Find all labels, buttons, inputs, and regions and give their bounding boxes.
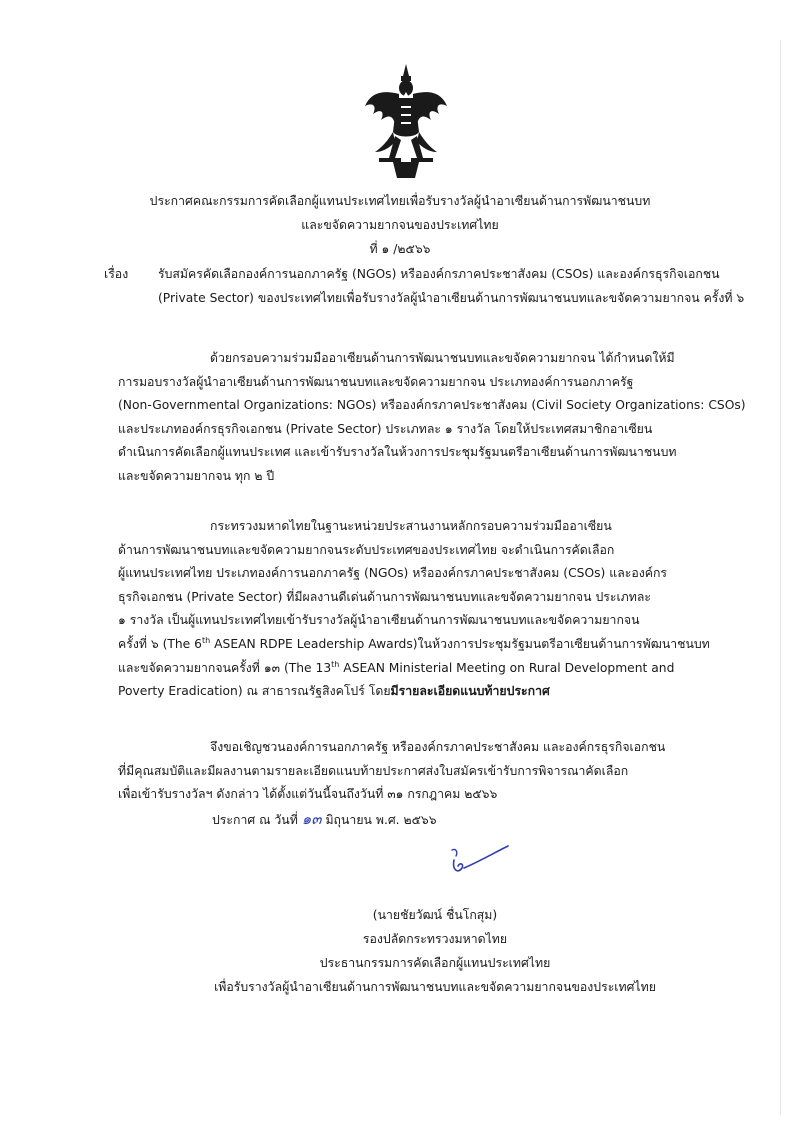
bold-text: มีรายละเอียดแนบท้ายประกาศ — [390, 684, 550, 699]
paragraph-3-line: ที่มีคุณสมบัติและมีผลงานตามรายละเอียดแนบท้ายประกาศส่งใบสมัครเข้ารับการพิจารณาคัดเลือก — [118, 763, 629, 778]
date-prefix: ประกาศ ณ วันที่ — [212, 813, 298, 827]
paragraph-2-line — [118, 680, 736, 704]
paragraph-3-line: จึงขอเชิญชวนองค์การนอกภาครัฐ หรือองค์กรภาคประชาสังคม และองค์กรธุรกิจเอกชน — [210, 740, 666, 754]
paragraph-1-line: (Non-Governmental Organizations: NGOs) หรือองค์กรภาคประชาสังคม (Civil Society Organizations: CSOs) — [118, 398, 746, 413]
text-fragment: และขจัดความยากจนครั้งที่ ๑๓ (The 13 — [118, 660, 332, 675]
announcement-title-line2: และขจัดความยากจนของประเทศไทย — [301, 218, 499, 232]
paragraph-1-line: การมอบรางวัลผู้นำอาเซียนด้านการพัฒนาชนบทและขจัดความยากจน ประเภทองค์การนอกภาครัฐ — [118, 374, 634, 389]
date-suffix: มิถุนายน พ.ศ. ๒๕๖๖ — [325, 813, 437, 827]
paragraph-1 — [118, 347, 746, 489]
paragraph-2-line — [118, 657, 736, 681]
signatory-name: (นายชัยวัฒน์ ชื่นโกสุม) — [372, 908, 498, 922]
paragraph-3-line: เพื่อเข้ารับรางวัลฯ ดังกล่าว ได้ตั้งแต่วันนี้จนถึงวันที่ ๓๑ กรกฎาคม ๒๕๖๖ — [118, 787, 498, 802]
announcement-number: ที่ ๑ /๒๕๖๖ — [369, 242, 431, 256]
paragraph-2-line: ๑ รางวัล เป็นผู้แทนประเทศไทยเข้ารับรางวัลผู้นำอาเซียนด้านการพัฒนาชนบทและขจัดความยากจน — [118, 613, 640, 628]
handwritten-day: ๑๓ — [301, 810, 322, 828]
subject-label: เรื่อง — [104, 267, 129, 281]
subject-text-line1: รับสมัครคัดเลือกองค์การนอกภาครัฐ (NGOs) หรือองค์กรภาคประชาสังคม (CSOs) และองค์กรธุรกิจเอกชน — [158, 267, 720, 281]
subject-text-line2: (Private Sector) ของประเทศไทยเพื่อรับรางวัลผู้นำอาเซียนด้านการพัฒนาชนบทและขจัดความยากจน ครั้งที่ ๖ — [158, 291, 745, 305]
signatory-position3: เพื่อรับรางวัลผู้นำอาเซียนด้านการพัฒนาชนบทและขจัดความยากจนของประเทศไทย — [214, 980, 656, 994]
signatory-position1: รองปลัดกระทรวงมหาดไทย — [362, 932, 508, 946]
text-fragment: ครั้งที่ ๖ (The 6 — [118, 636, 202, 651]
superscript: th — [201, 635, 211, 645]
subject-line1 — [104, 263, 720, 286]
paragraph-2 — [118, 515, 736, 704]
paragraph-2-line — [118, 633, 736, 657]
paragraph-1-line: และขจัดความยากจน ทุก ๒ ปี — [118, 468, 275, 483]
superscript: th — [331, 659, 340, 669]
paragraph-1-line: และประเภทองค์กรธุรกิจเอกชน (Private Sector) ประเภทละ ๑ รางวัล โดยให้ประเทศสมาชิกอาเซียน — [118, 421, 653, 436]
paragraph-2-line: กระทรวงมหาดไทยในฐานะหน่วยประสานงานหลักกรอบความร่วมมืออาเซียน — [210, 519, 612, 533]
announcement-date — [212, 808, 437, 832]
page-edge-line — [780, 40, 781, 1115]
paragraph-2-line: ด้านการพัฒนาชนบทและขจัดความยากจนระดับประเทศของประเทศไทย จะดำเนินการคัดเลือก — [118, 542, 615, 557]
paragraph-3 — [118, 736, 736, 807]
text-fragment: Poverty Eradication) ณ สาธารณรัฐสิงคโปร์ โดย — [118, 684, 391, 699]
announcement-title-line1: ประกาศคณะกรรมการคัดเลือกผู้แทนประเทศไทยเพื่อรับรางวัลผู้นำอาเซียนด้านการพัฒนาชนบท — [149, 194, 651, 208]
garuda-emblem-icon — [363, 62, 449, 180]
paragraph-2-line: ผู้แทนประเทศไทย ประเภทองค์การนอกภาครัฐ (NGOs) หรือองค์กรภาคประชาสังคม (CSOs) และองค์กร — [118, 566, 667, 581]
signatory-position2: ประธานกรรมการคัดเลือกผู้แทนประเทศไทย — [319, 956, 551, 970]
paragraph-1-line: ดำเนินการคัดเลือกผู้แทนประเทศ และเข้ารับรางวัลในห้วงการประชุมรัฐมนตรีอาเซียนด้านการพัฒนาชนบท — [118, 445, 677, 460]
paragraph-1-line: ด้วยกรอบความร่วมมืออาเซียนด้านการพัฒนาชนบทและขจัดความยากจน ได้กำหนดให้มี — [210, 351, 675, 365]
paragraph-2-line: ธุรกิจเอกชน (Private Sector) ที่มีผลงานดีเด่นด้านการพัฒนาชนบทและขจัดความยากจน ประเภทละ — [118, 589, 652, 604]
text-fragment: ASEAN Ministerial Meeting on Rural Development and — [339, 660, 675, 675]
text-fragment: ASEAN RDPE Leadership Awards)ในห้วงการประชุมรัฐมนตรีอาเซียนด้านการพัฒนาชนบท — [210, 636, 710, 651]
signature-mark — [448, 840, 512, 880]
